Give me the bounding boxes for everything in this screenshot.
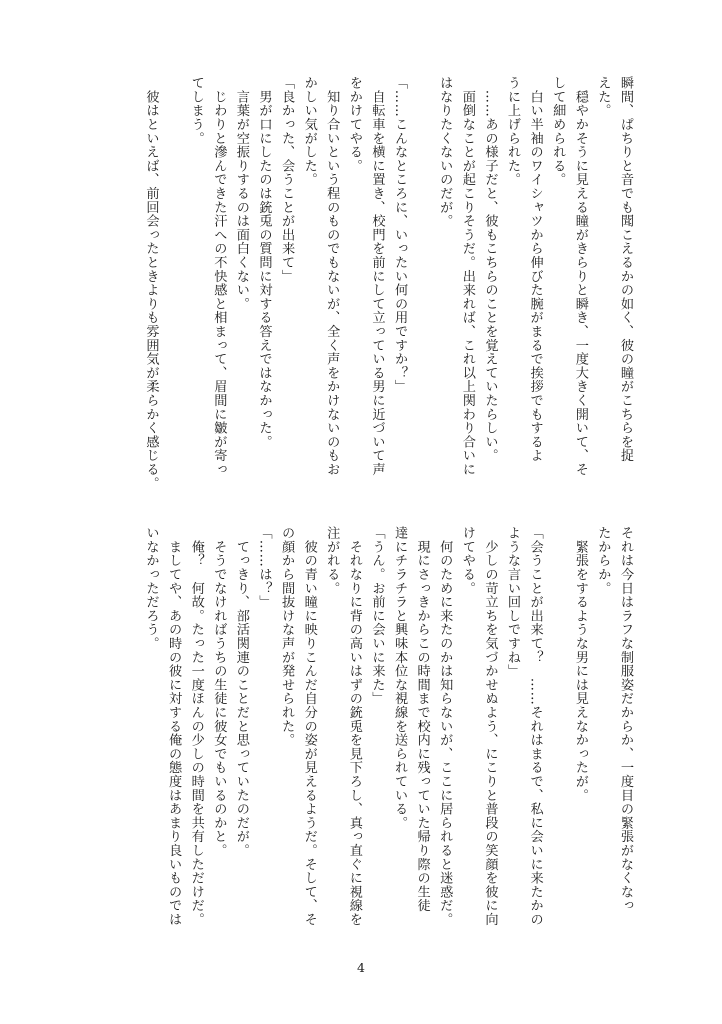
text-line: てっきり、部活関連のことだと思っていたのだが。 <box>233 526 249 858</box>
text-line: 何のために来たのかは知らないが、ここに居られると迷惑だ。 <box>437 526 453 927</box>
text-line: 「会うことが出来て？ ……それはまるで、私に会いに来たかの <box>527 526 543 927</box>
text-line: そうでなければうちの生徒に彼女でもいるのかと。 <box>211 526 227 858</box>
text-line: して細められる。 <box>550 76 566 187</box>
text-line: 少しの苛立ちを気づかせぬよう、にこりと普段の笑顔を彼に向 <box>482 526 498 927</box>
text-line: 現にさっきからこの時間まで校内に残っていた帰り際の生徒 <box>414 526 430 913</box>
text-line: 面倒なことが起こりそうだ。出来れば、これ以上関わり合いに <box>459 76 475 477</box>
text-line: 男が口にしたのは銃兎の質問に対する答えではなかった。 <box>256 76 272 449</box>
text-line: それなりに背の高いはずの銃兎を見下ろし、真っ直ぐに視線を <box>346 526 362 927</box>
text-line: 彼の青い瞳に映りこんだ自分の姿が見えるようだ。そして、そ <box>301 526 317 927</box>
text-line: 俺？ 何故。たった一度ほんの少しの時間を共有しただけだ。 <box>188 526 204 927</box>
lower-text-block <box>136 526 636 944</box>
text-line: それは今日はラフな制服姿だからか、一度目の緊張がなくなっ <box>618 526 633 913</box>
text-line: 自転車を横に置き、校門を前にして立っている男に近づいて声 <box>369 76 385 477</box>
text-line: かしい気がした。 <box>301 76 317 187</box>
text-line: 緊張をするような男には見えなかったが。 <box>572 526 588 802</box>
text-line: 穏やかそうに見える瞳がきらりと瞬き、一度大きく開いて、そ <box>572 76 588 477</box>
text-line <box>410 76 433 494</box>
upper-text-block <box>136 76 636 494</box>
text-line: ような言い回しですね」 <box>505 526 521 678</box>
text-line <box>162 76 185 494</box>
page-number: 4 <box>357 960 365 975</box>
text-line: をかけてやる。 <box>346 76 362 173</box>
text-line: 言葉が空振りするのは面白くない。 <box>233 76 249 311</box>
text-line <box>546 526 569 944</box>
text-line: 「良かった、会うことが出来て」 <box>279 76 295 283</box>
text-line: じわりと滲んできた汗への不快感と相まって、眉間に皺が寄っ <box>211 76 227 477</box>
text-line: えた。 <box>595 76 611 118</box>
text-line: はなりたくないのだが。 <box>437 76 453 228</box>
text-line: 白い半袖のワイシャツから伸びた腕がまるで挨拶でもするよ <box>527 76 543 463</box>
text-line: 達にチラチラと興味本位な視線を送られている。 <box>392 526 408 830</box>
text-line: 知り合いという程のものでもないが、全く声をかけないのもお <box>324 76 340 477</box>
text-line: ……あの様子だと、彼もこちらのことを覚えていたらしい。 <box>482 76 498 463</box>
text-line: 「……は？」 <box>256 526 272 609</box>
text-line: けてやる。 <box>459 526 475 595</box>
text-line: てしまう。 <box>188 76 204 145</box>
text-line: 「……こんなところに、いったい何の用ですか？」 <box>392 76 408 394</box>
text-line: 瞬間、ぱちりと音でも聞こえるかの如く、彼の瞳がこちらを捉 <box>618 76 633 463</box>
text-line: うに上げられた。 <box>505 76 521 187</box>
text-line: 注がれる。 <box>324 526 340 595</box>
text-line: いなかっただろう。 <box>143 526 159 651</box>
text-line: 彼はといえば、前回会ったときよりも雰囲気が柔らかく感じる。 <box>143 76 159 490</box>
text-line: 「うん。お前に会いに来た」 <box>369 526 385 706</box>
text-line: の顔から間抜けな声が発せられた。 <box>279 526 295 747</box>
text-line: ましてや、あの時の彼に対する俺の態度はあまり良いものでは <box>166 526 182 927</box>
text-line: たからか。 <box>595 526 611 595</box>
